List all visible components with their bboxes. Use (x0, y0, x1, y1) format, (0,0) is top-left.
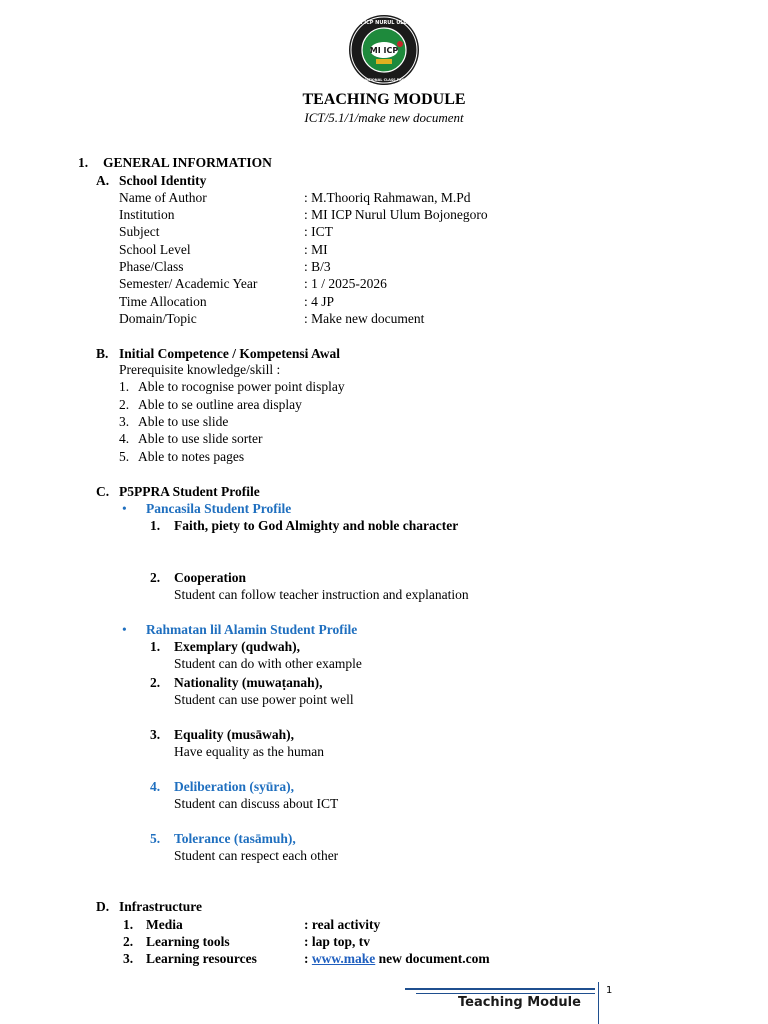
list-number: 1. (119, 379, 130, 394)
infra-label: Learning resources (146, 951, 257, 966)
list-item: Able to use slide sorter (138, 431, 263, 446)
profile-item-title: Equality (musāwah), (174, 727, 295, 742)
footer-divider (598, 982, 599, 1024)
identity-value: : Make new document (304, 311, 425, 326)
identity-value: : M.Thooriq Rahmawan, M.Pd (304, 190, 471, 205)
resource-link[interactable]: www.make (311, 951, 376, 966)
infra-label: Learning tools (146, 934, 230, 949)
subsection-a-letter: A. (96, 173, 110, 188)
profile-item-desc: Student can use power point well (174, 692, 354, 707)
subsection-b-letter: B. (96, 346, 109, 361)
identity-label: Semester/ Academic Year (119, 276, 258, 291)
profile-item-title: Cooperation (174, 570, 246, 585)
profile-number: 2. (150, 570, 161, 585)
list-item: Able to rocognise power point display (138, 379, 345, 394)
profile-item-title: Tolerance (tasāmuh), (174, 831, 296, 846)
infra-value: : real activity (304, 917, 381, 932)
identity-value: : MI ICP Nurul Ulum Bojonegoro (304, 207, 488, 222)
list-item: Able to notes pages (138, 449, 245, 464)
profile-item-title: Exemplary (qudwah), (174, 639, 301, 654)
subsection-b-title: Initial Competence / Kompetensi Awal (119, 346, 340, 361)
identity-label: Domain/Topic (119, 311, 197, 326)
identity-label: Phase/Class (119, 259, 184, 274)
infra-label: Media (146, 917, 183, 932)
profile-item-desc: Student can discuss about ICT (174, 796, 339, 811)
document-subtitle: ICT/5.1/1/make new document (304, 110, 464, 125)
profile-number: 1. (150, 518, 161, 533)
profile-number: 3. (150, 727, 161, 742)
list-item: Able to se outline area display (138, 397, 302, 412)
logo-ring-text: MI ICP NURUL ULUM (355, 20, 413, 26)
prerequisite-intro: Prerequisite knowledge/skill : (119, 362, 281, 377)
list-number: 4. (119, 431, 130, 446)
identity-value: : MI (304, 242, 328, 257)
logo-ring-text-bottom: INTERNATIONAL CLASS PROGRAM (351, 78, 417, 82)
infra-number: 1. (123, 917, 134, 932)
footer-label: Teaching Module (458, 995, 581, 1010)
infra-value-prefix: : (304, 951, 312, 966)
document-title: TEACHING MODULE (302, 91, 466, 108)
identity-label: School Level (119, 242, 191, 257)
profile-number: 2. (150, 675, 161, 690)
list-item: Able to use slide (138, 414, 229, 429)
list-number: 3. (119, 414, 130, 429)
profile-item-title: Deliberation (syūra), (174, 779, 294, 794)
identity-value: : 1 / 2025-2026 (304, 276, 387, 291)
identity-value: : B/3 (304, 259, 331, 274)
identity-value: : ICT (304, 224, 333, 239)
profile-number: 1. (150, 639, 161, 654)
subsection-d-letter: D. (96, 899, 110, 914)
section-title: GENERAL INFORMATION (103, 155, 272, 170)
profile-number: 5. (150, 831, 161, 846)
profile-item-desc: Student can respect each other (174, 848, 339, 863)
subsection-a-title: School Identity (119, 173, 207, 188)
profile-item-desc: Student can follow teacher instruction and explanation (174, 587, 469, 602)
profile-item-title: Nationality (muwaṭanah), (174, 675, 323, 690)
subsection-d-title: Infrastructure (119, 899, 202, 914)
bullet: • (122, 501, 127, 516)
profile-number: 4. (150, 779, 161, 794)
pancasila-profile-title: Pancasila Student Profile (146, 501, 292, 516)
section-number: 1. (78, 155, 89, 170)
profile-item-desc: Student can do with other example (174, 656, 362, 671)
footer-rule (416, 993, 595, 994)
infra-value-suffix: new document.com (375, 951, 490, 966)
school-logo (348, 14, 420, 86)
identity-label: Time Allocation (119, 294, 207, 309)
infra-number: 2. (123, 934, 134, 949)
list-number: 5. (119, 449, 130, 464)
infra-resource-value (304, 951, 490, 967)
infra-value: : lap top, tv (304, 934, 371, 949)
bullet: • (122, 622, 127, 637)
page-number: 1 (606, 985, 613, 996)
identity-value: : 4 JP (304, 294, 335, 309)
profile-item-desc: Have equality as the human (174, 744, 324, 759)
profile-item-title: Faith, piety to God Almighty and noble character (174, 518, 459, 533)
rahmatan-profile-title: Rahmatan lil Alamin Student Profile (146, 622, 358, 637)
logo-center-text: MI ICP (369, 46, 399, 55)
subsection-c-title: P5PPRA Student Profile (119, 484, 260, 499)
identity-label: Name of Author (119, 190, 207, 205)
infra-number: 3. (123, 951, 134, 966)
identity-label: Institution (119, 207, 175, 222)
subsection-c-letter: C. (96, 484, 110, 499)
list-number: 2. (119, 397, 130, 412)
identity-label: Subject (119, 224, 160, 239)
footer-rule (405, 988, 595, 990)
